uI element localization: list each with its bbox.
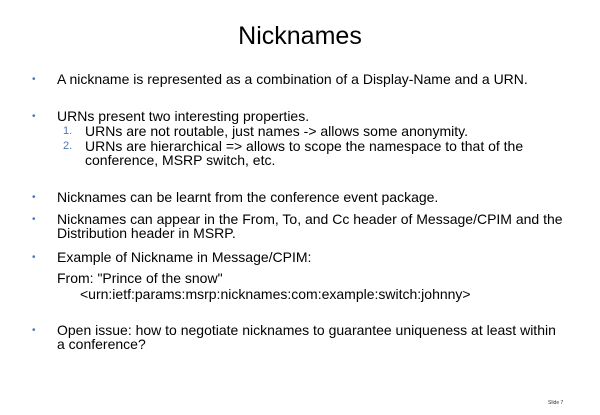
example-urn-line: <urn:ietf:params:msrp:nicknames:com:example:switch:johnny> [80, 286, 471, 302]
bullet-text: Nicknames can appear in the From, To, and Cc header of Message/CPIM and the Distribution header in MSRP. [57, 211, 563, 241]
bullet-item-1 [32, 72, 572, 102]
bullet-text: Example of Nickname in Message/CPIM: [57, 249, 312, 265]
sub-item-number: 1. [63, 125, 73, 137]
bullet-text: Open issue: how to negotiate nicknames to guarantee uniqueness at least within a conference? [57, 322, 556, 352]
bullet-icon: • [32, 252, 36, 263]
bullet-icon: • [32, 111, 36, 122]
bullet-icon: • [32, 74, 36, 85]
sub-item-text: URNs are hierarchical => allows to scope the namespace to that of the conference, MSRP switch, etc. [85, 138, 524, 168]
sub-item-number: 2. [63, 140, 73, 152]
bullet-icon: • [32, 192, 36, 203]
bullet-text: URNs present two interesting properties. [57, 108, 310, 124]
bullet-text: A nickname is represented as a combination of a Display-Name and a URN. [57, 71, 528, 87]
bullet-icon: • [32, 325, 36, 336]
bullet-icon: • [32, 214, 36, 225]
example-from-line: From: "Prince of the snow" [57, 270, 223, 286]
sub-item-text: URNs are not routable, just names -> allows some anonymity. [85, 123, 468, 139]
bullet-text: Nicknames can be learnt from the conference event package. [57, 189, 439, 205]
slide-title: Nicknames [238, 22, 362, 50]
bullet-item-4 [32, 212, 572, 242]
slide-number: Slide 7 [548, 400, 564, 406]
numbered-sub-item-2 [63, 139, 563, 169]
bullet-item-5 [32, 250, 572, 266]
bullet-item-6 [32, 323, 572, 353]
bullet-item-3 [32, 190, 572, 206]
